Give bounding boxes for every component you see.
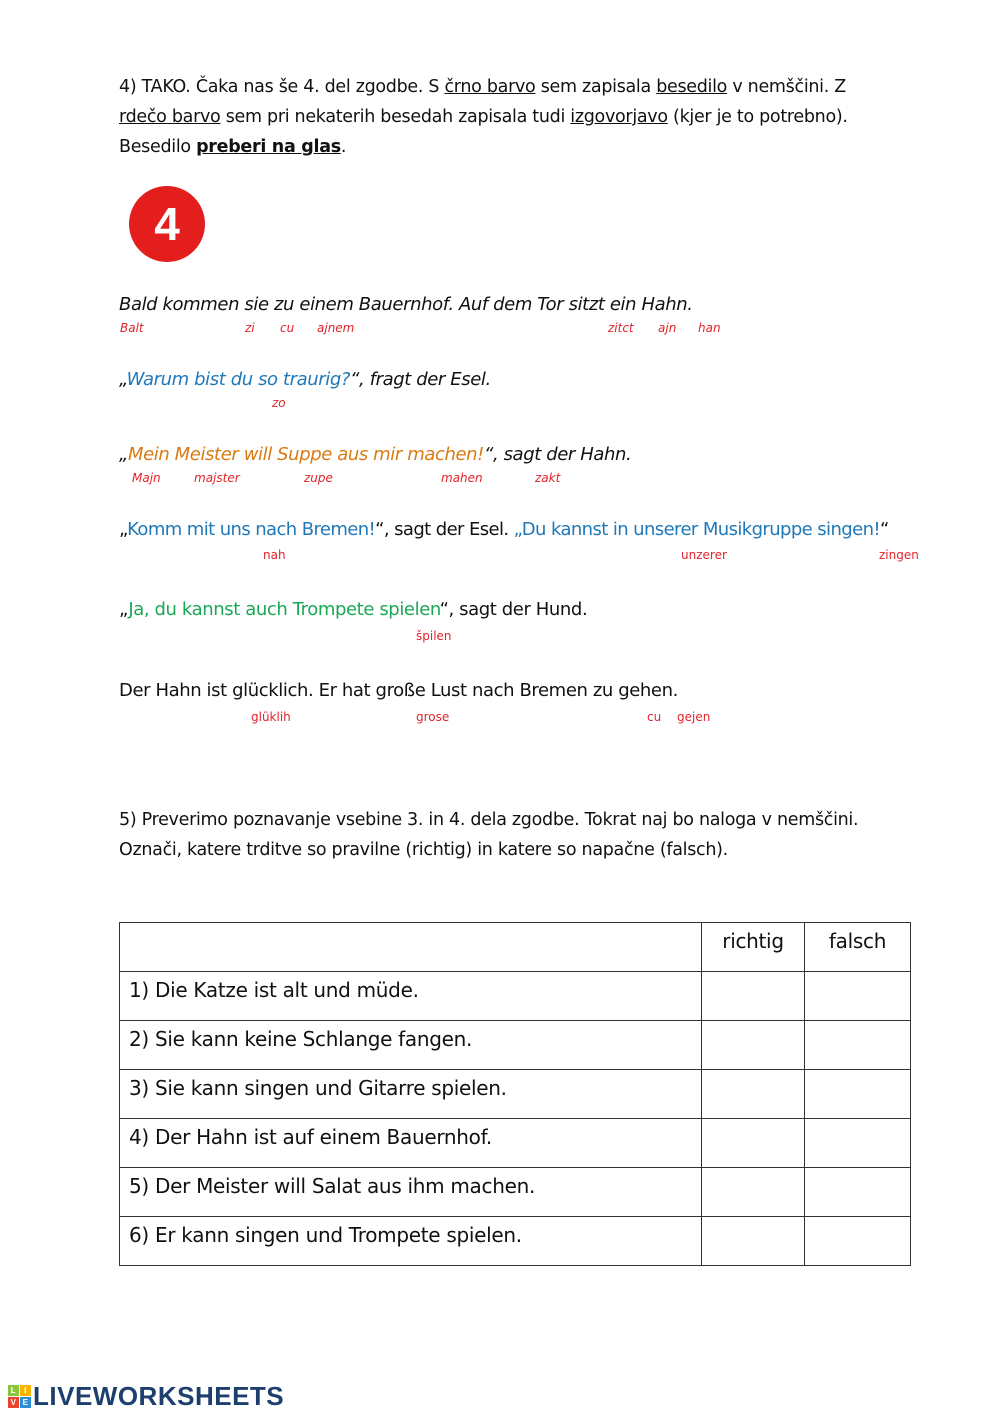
- logo-tile: E: [20, 1397, 31, 1408]
- pronunciation: glüklih: [251, 710, 291, 724]
- liveworksheets-logo: [8, 1381, 284, 1412]
- richtig-cell[interactable]: [702, 972, 805, 1021]
- pronunciation: zitct: [608, 321, 634, 335]
- statement: 1) Die Katze ist alt und müde.: [120, 972, 702, 1021]
- logo-tiles-icon: [8, 1385, 31, 1408]
- richtig-cell[interactable]: [702, 1217, 805, 1266]
- header-cell: [120, 923, 702, 972]
- statement: 6) Er kann singen und Trompete spielen.: [120, 1217, 702, 1266]
- text: „: [119, 369, 127, 390]
- text: črno barvo: [444, 77, 536, 97]
- quote-text: Du kannst in unserer Musikgruppe singen!: [521, 519, 880, 540]
- falsch-cell[interactable]: [805, 1119, 911, 1168]
- pronunciation: Balt: [120, 321, 144, 335]
- pronunciation: han: [698, 321, 721, 335]
- text: (kjer je to potrebno).: [667, 107, 848, 127]
- header-falsch: falsch: [805, 923, 911, 972]
- table-row: [120, 1021, 911, 1070]
- text: Besedilo: [119, 137, 197, 157]
- story-line-4: [119, 519, 889, 540]
- logo-tile: L: [8, 1385, 19, 1396]
- pronunciation: unzerer: [681, 548, 727, 562]
- pronunciation: zakt: [535, 471, 561, 485]
- story-line-6: Der Hahn ist glücklich. Er hat große Lust nach Bremen zu gehen.: [119, 680, 678, 701]
- story-line-5: [119, 599, 587, 620]
- richtig-cell[interactable]: [702, 1070, 805, 1119]
- table-row: [120, 1070, 911, 1119]
- quote-text: Warum bist du so traurig?: [126, 369, 351, 390]
- statement: 4) Der Hahn ist auf einem Bauernhof.: [120, 1119, 702, 1168]
- table-row: [120, 1119, 911, 1168]
- pronunciation: špilen: [416, 629, 452, 643]
- richtig-cell[interactable]: [702, 1119, 805, 1168]
- falsch-cell[interactable]: [805, 1021, 911, 1070]
- table-row: [120, 1217, 911, 1266]
- pronunciation: cu: [280, 321, 295, 335]
- falsch-cell[interactable]: [805, 1070, 911, 1119]
- text: izgovorjavo: [570, 107, 668, 127]
- text: “, sagt der Esel.: [375, 519, 514, 540]
- intro-line-2: [119, 102, 848, 132]
- text: besedilo: [656, 77, 728, 97]
- pronunciation: zingen: [879, 548, 919, 562]
- logo-tile: I: [20, 1385, 31, 1396]
- text: “, fragt der Esel.: [350, 369, 491, 390]
- intro-line-3: [119, 132, 346, 162]
- story-line-1: Bald kommen sie zu einem Bauernhof. Auf dem Tor sitzt ein Hahn.: [119, 294, 693, 315]
- logo-tile: V: [8, 1397, 19, 1408]
- logo-text: LIVEWORKSHEETS: [33, 1381, 285, 1411]
- text: 4) TAKO. Čaka nas še 4. del zgodbe. S: [119, 77, 445, 97]
- part-number-badge: 4: [129, 186, 205, 262]
- pronunciation: gejen: [677, 710, 711, 724]
- falsch-cell[interactable]: [805, 1217, 911, 1266]
- pronunciation: majster: [194, 471, 240, 485]
- task5-line-2: Označi, katere trditve so pravilne (richtig) in katere so napačne (falsch).: [119, 840, 728, 860]
- quote-text: Mein Meister will Suppe aus mir machen!: [127, 444, 485, 465]
- true-false-table: [119, 922, 911, 1266]
- quote-text: Komm mit uns nach Bremen!: [127, 519, 376, 540]
- text: rdečo barvo: [119, 107, 221, 127]
- text: „: [119, 519, 128, 540]
- table-row: [120, 972, 911, 1021]
- text: “, sagt der Hund.: [439, 599, 588, 620]
- statement: 5) Der Meister will Salat aus ihm machen.: [120, 1168, 702, 1217]
- pronunciation: cu: [647, 710, 662, 724]
- text: v nemščini. Z: [727, 77, 846, 97]
- statement: 3) Sie kann singen und Gitarre spielen.: [120, 1070, 702, 1119]
- pronunciation: Majn: [132, 471, 161, 485]
- intro-line-1: [119, 72, 846, 102]
- table-header-row: [120, 923, 911, 972]
- richtig-cell[interactable]: [702, 1021, 805, 1070]
- pronunciation: mahen: [441, 471, 483, 485]
- quote-text: Ja, du kannst auch Trompete spielen: [128, 599, 440, 620]
- pronunciation: ajn: [658, 321, 677, 335]
- richtig-cell[interactable]: [702, 1168, 805, 1217]
- text: „: [513, 519, 522, 540]
- statement: 2) Sie kann keine Schlange fangen.: [120, 1021, 702, 1070]
- pronunciation: zo: [272, 396, 286, 410]
- pronunciation: zi: [245, 321, 255, 335]
- text: preberi na glas: [196, 137, 341, 157]
- task5-line-1: 5) Preverimo poznavanje vsebine 3. in 4. dela zgodbe. Tokrat naj bo naloga v nemščini.: [119, 810, 859, 830]
- pronunciation: grose: [416, 710, 450, 724]
- text: sem pri nekaterih besedah zapisala tudi: [220, 107, 571, 127]
- story-line-3: [119, 444, 631, 465]
- table-row: [120, 1168, 911, 1217]
- pronunciation: zupe: [304, 471, 333, 485]
- header-richtig: richtig: [702, 923, 805, 972]
- pronunciation: ajnem: [317, 321, 355, 335]
- text: .: [340, 137, 347, 157]
- falsch-cell[interactable]: [805, 1168, 911, 1217]
- text: “: [880, 519, 889, 540]
- falsch-cell[interactable]: [805, 972, 911, 1021]
- text: sem zapisala: [535, 77, 657, 97]
- text: „: [119, 444, 128, 465]
- text: “, sagt der Hahn.: [484, 444, 632, 465]
- story-line-2: [119, 369, 491, 390]
- pronunciation: nah: [263, 548, 286, 562]
- text: „: [119, 599, 129, 620]
